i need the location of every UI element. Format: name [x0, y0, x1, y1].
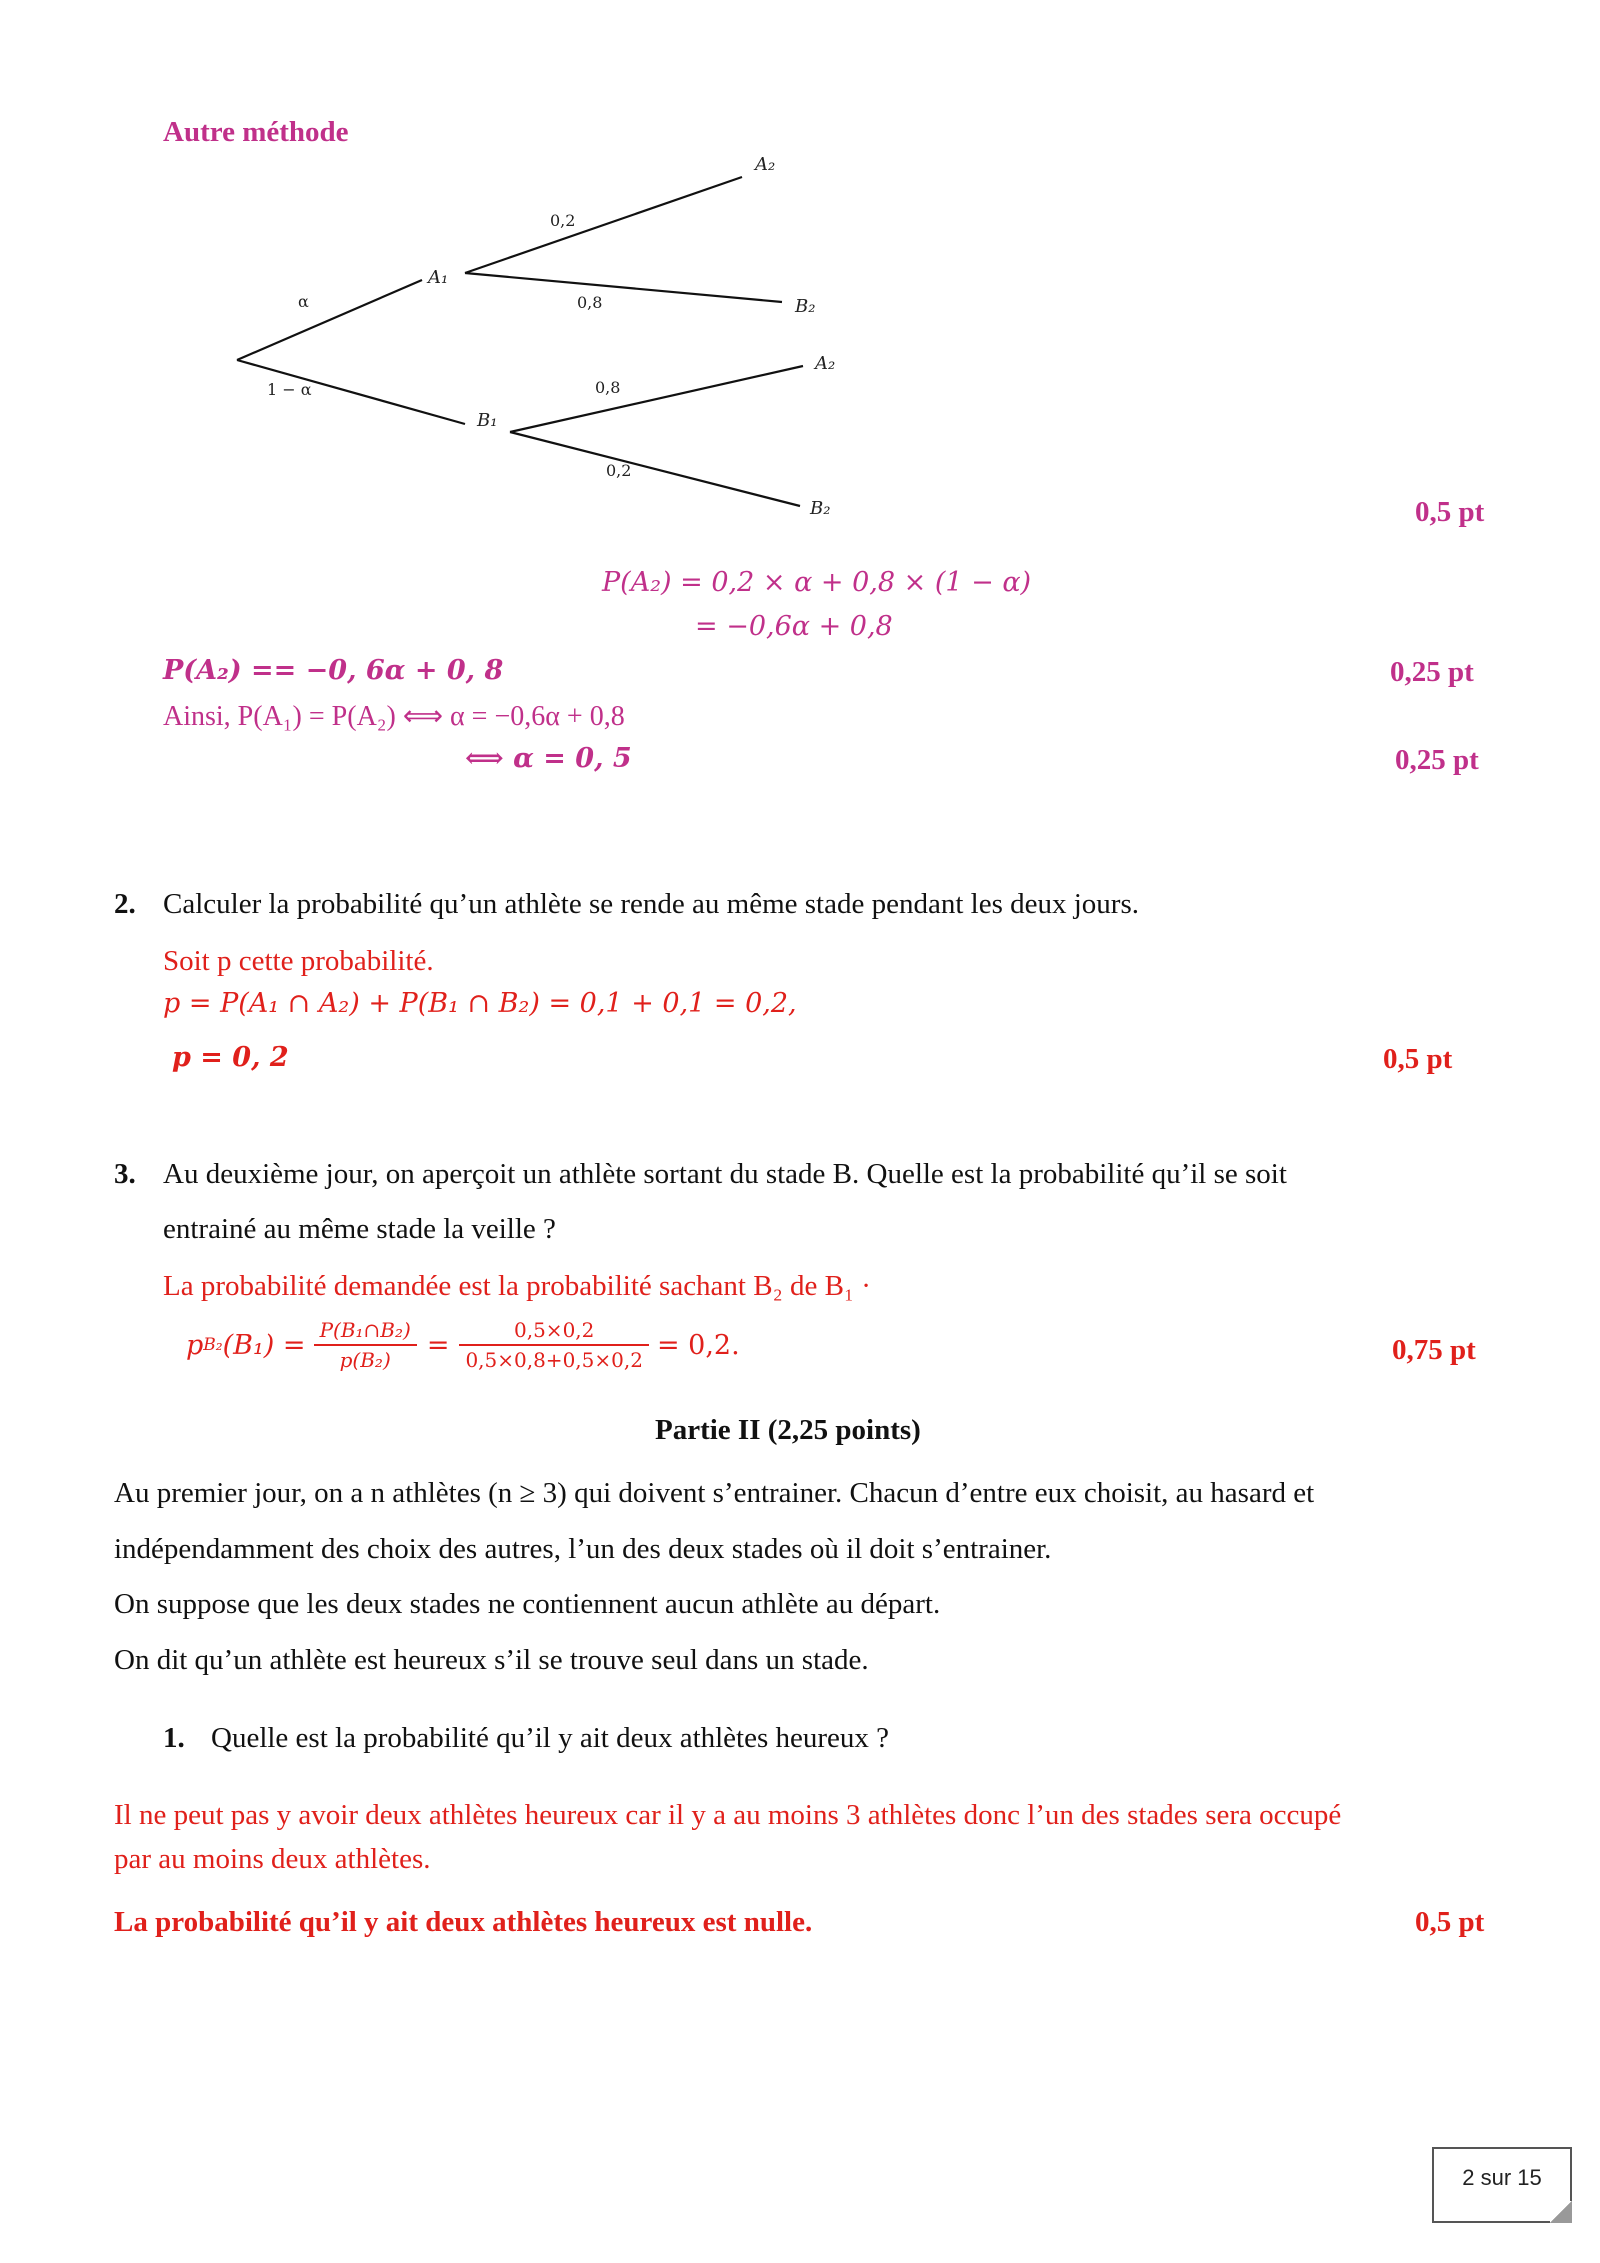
- q2-answer-line-1: Soit p cette probabilité.: [163, 945, 434, 977]
- ainsi-line: Ainsi, P(A₁) = P(A₂) ⟺ α = −0,6α + 0,8: [163, 701, 625, 732]
- tree-label-a1-a2: 0,2: [550, 211, 576, 230]
- q3-fraction-1-numerator: P(B₁∩B₂): [314, 1318, 417, 1346]
- tree-label-b1-a2: 0,8: [595, 378, 621, 397]
- q3-points: 0,75 pt: [1392, 1334, 1476, 1366]
- tree-node-b1: B₁: [477, 410, 498, 431]
- partie-2-para-2: On suppose que les deux stades ne contiennent aucun athlète au départ.: [114, 1588, 941, 1620]
- alpha-result: ⟺ α = 0, 5: [465, 743, 632, 774]
- branch-b1-b2: [510, 432, 800, 506]
- q2-question: Calculer la probabilité qu’un athlète se rende au même stade pendant les deux jours.: [163, 888, 1139, 920]
- tree-leaf-b2-bottom: B₂: [810, 498, 831, 519]
- points-alpha: 0,25 pt: [1395, 744, 1479, 776]
- q2-result: p = 0, 2: [172, 1042, 289, 1073]
- partie-2-conclusion: La probabilité qu’il y ait deux athlètes heureux est nulle.: [114, 1906, 813, 1938]
- q3-formula-result: = 0,2.: [656, 1329, 740, 1361]
- points-tree: 0,5 pt: [1415, 496, 1485, 528]
- page-number-box: [1432, 2147, 1572, 2223]
- equation-line-2: = −0,6α + 0,8: [695, 611, 893, 642]
- partie-2-q1-text: Quelle est la probabilité qu’il y ait deux athlètes heureux ?: [211, 1722, 890, 1754]
- tree-label-alpha: α: [298, 292, 309, 311]
- branch-root-a1: [237, 280, 422, 360]
- tree-label-a1-b2: 0,8: [577, 293, 603, 312]
- q3-formula-lhs-arg: (B₁) =: [222, 1329, 306, 1361]
- q3-equals: =: [426, 1329, 450, 1361]
- branch-b1-a2: [510, 366, 803, 432]
- q2-answer-line-2: p = P(A₁ ∩ A₂) + P(B₁ ∩ B₂) = 0,1 + 0,1 = 0,2,: [163, 988, 797, 1019]
- probability-tree: [0, 140, 900, 520]
- q3-question-line-1: Au deuxième jour, on aperçoit un athlète sortant du stade B. Quelle est la probabilité qu’il se soit: [163, 1158, 1287, 1190]
- partie-2-para-3: On dit qu’un athlète est heureux s’il se trouve seul dans un stade.: [114, 1644, 869, 1676]
- branch-a1-a2: [465, 177, 742, 273]
- result-pa2: P(A₂) == −0, 6α + 0, 8: [163, 655, 504, 686]
- q3-formula-lhs: p: [186, 1329, 204, 1361]
- partie-2-answer-line-2: par au moins deux athlètes.: [114, 1843, 431, 1875]
- q2-points: 0,5 pt: [1383, 1043, 1453, 1075]
- page-number-label: 2 sur 15: [1462, 2165, 1542, 2190]
- tree-leaf-b2-top: B₂: [795, 296, 816, 317]
- partie-2-points: 0,5 pt: [1415, 1906, 1485, 1938]
- branch-a1-b2: [465, 273, 782, 302]
- q2-number: 2.: [114, 888, 136, 920]
- q3-fraction-1-denominator: p(B₂): [339, 1348, 391, 1372]
- partie-2-title: Partie II (2,25 points): [655, 1414, 921, 1446]
- q3-formula-lhs-sub: B₂: [203, 1335, 223, 1355]
- partie-2-para-1-line-1: Au premier jour, on a n athlètes (n ≥ 3) qui doivent s’entrainer. Chacun d’entre eux choisit, au hasard et: [114, 1477, 1315, 1509]
- equation-line-1: P(A₂) = 0,2 × α + 0,8 × (1 − α): [602, 567, 1032, 598]
- q3-formula: [186, 1318, 740, 1372]
- partie-2-answer-line-1: Il ne peut pas y avoir deux athlètes heureux car il y a au moins 3 athlètes donc l’un des stades sera occupé: [114, 1799, 1342, 1831]
- partie-2-q1-number: 1.: [163, 1722, 185, 1754]
- q3-fraction-1: [314, 1318, 417, 1372]
- page-corner-fold: [1550, 2201, 1572, 2223]
- q3-fraction-2: [459, 1318, 649, 1372]
- q3-question-line-2: entrainé au même stade la veille ?: [163, 1213, 556, 1245]
- tree-leaf-a2-bottom: A₂: [815, 353, 836, 374]
- q3-answer-line-1: La probabilité demandée est la probabilité sachant B₂ de B₁ ·: [163, 1270, 871, 1302]
- tree-label-b1-b2: 0,2: [606, 461, 632, 480]
- q3-fraction-2-numerator: 0,5×0,2: [459, 1318, 649, 1346]
- partie-2-para-1-line-2: indépendamment des choix des autres, l’un des deux stades où il doit s’entrainer.: [114, 1533, 1052, 1565]
- tree-leaf-a2-top: A₂: [755, 154, 776, 175]
- points-pa2: 0,25 pt: [1390, 656, 1474, 688]
- q3-number: 3.: [114, 1158, 136, 1190]
- tree-node-a1: A₁: [428, 267, 449, 288]
- q3-fraction-2-denominator: 0,5×0,8+0,5×0,2: [465, 1348, 643, 1372]
- tree-label-one-minus-alpha: 1 − α: [267, 380, 312, 399]
- section-title-autre-methode: Autre méthode: [163, 116, 349, 148]
